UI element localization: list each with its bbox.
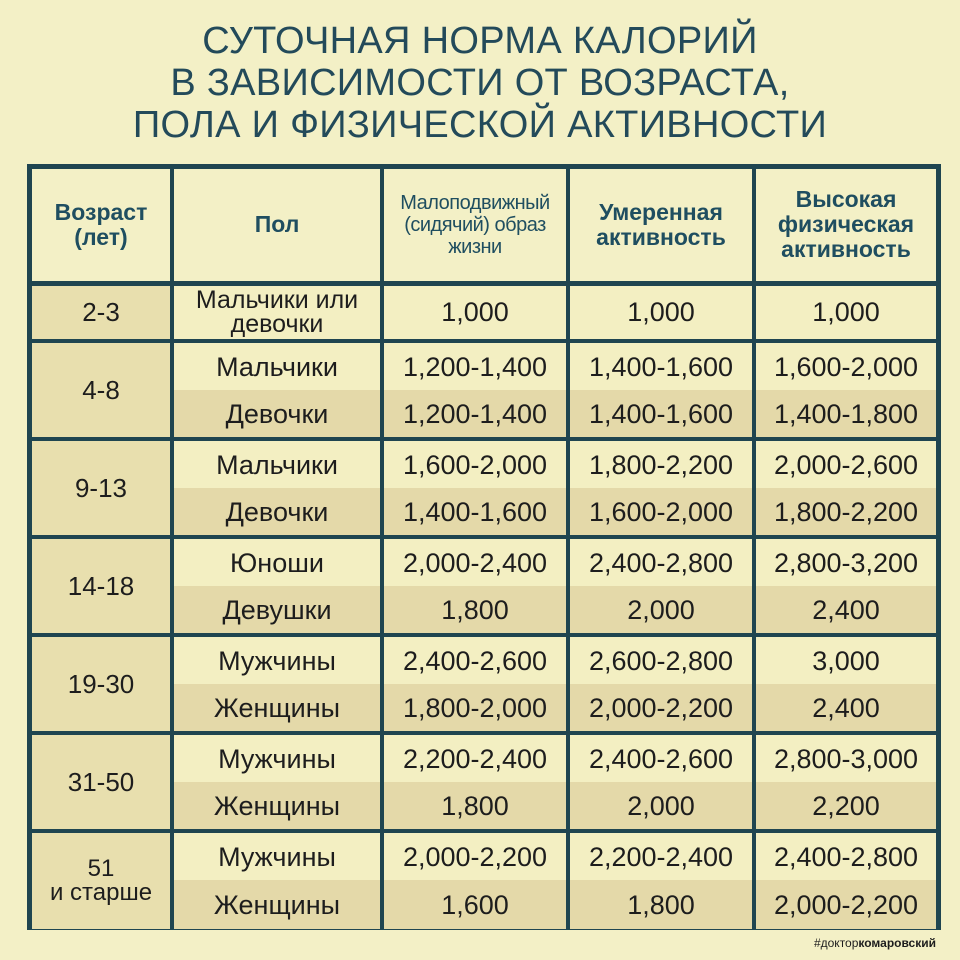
moderate-cell: 2,600-2,800 xyxy=(568,635,754,684)
sedentary-cell: 1,200-1,400 xyxy=(382,341,568,390)
table-row xyxy=(32,635,936,684)
high-activity-cell: 1,400-1,800 xyxy=(754,390,936,439)
high-activity-cell: 2,800-3,000 xyxy=(754,733,936,782)
age-cell: 2-3 xyxy=(32,283,172,341)
sedentary-cell: 1,600 xyxy=(382,880,568,929)
table-row xyxy=(32,439,936,488)
age-cell: 14-18 xyxy=(32,537,172,635)
footer-prefix: #доктор xyxy=(813,936,859,950)
footer-brand: комаровский xyxy=(858,936,936,950)
title-line-1: СУТОЧНАЯ НОРМА КАЛОРИЙ xyxy=(202,20,758,62)
age-cell: 31-50 xyxy=(32,733,172,831)
page-title xyxy=(0,20,960,146)
age-cell: 4-8 xyxy=(32,341,172,439)
sedentary-cell: 1,800 xyxy=(382,586,568,635)
table-row xyxy=(32,733,936,782)
sex-cell: Мальчики xyxy=(172,439,382,488)
moderate-cell: 1,600-2,000 xyxy=(568,488,754,537)
moderate-cell: 1,000 xyxy=(568,283,754,341)
sex-cell: Мужчины xyxy=(172,635,382,684)
moderate-cell: 1,800 xyxy=(568,880,754,929)
sex-cell: Женщины xyxy=(172,782,382,831)
header-sedentary: Малоподвижный (сидячий) образ жизни xyxy=(382,169,568,283)
moderate-cell: 1,800-2,200 xyxy=(568,439,754,488)
high-activity-cell: 2,200 xyxy=(754,782,936,831)
high-activity-cell: 2,800-3,200 xyxy=(754,537,936,586)
title-line-3: ПОЛА И ФИЗИЧЕСКОЙ АКТИВНОСТИ xyxy=(132,104,828,146)
sex-cell: Юноши xyxy=(172,537,382,586)
high-activity-cell: 2,000-2,200 xyxy=(754,880,936,929)
sedentary-cell: 2,000-2,200 xyxy=(382,831,568,880)
moderate-cell: 2,400-2,600 xyxy=(568,733,754,782)
age-cell: 19-30 xyxy=(32,635,172,733)
sedentary-cell: 1,200-1,400 xyxy=(382,390,568,439)
high-activity-cell: 1,600-2,000 xyxy=(754,341,936,390)
high-activity-cell: 1,000 xyxy=(754,283,936,341)
table-row xyxy=(32,283,936,341)
sedentary-cell: 2,200-2,400 xyxy=(382,733,568,782)
footer-hashtag xyxy=(814,936,936,950)
sex-cell: Девочки xyxy=(172,488,382,537)
moderate-cell: 2,000 xyxy=(568,586,754,635)
title-line-2: В ЗАВИСИМОСТИ ОТ ВОЗРАСТА, xyxy=(170,62,790,104)
sex-cell: Мальчики или девочки xyxy=(172,283,382,341)
sex-cell: Девочки xyxy=(172,390,382,439)
sedentary-cell: 2,000-2,400 xyxy=(382,537,568,586)
moderate-cell: 2,000 xyxy=(568,782,754,831)
sex-cell: Женщины xyxy=(172,684,382,733)
header-row xyxy=(32,169,936,283)
sex-cell: Девушки xyxy=(172,586,382,635)
calorie-table xyxy=(27,164,941,930)
high-activity-cell: 2,000-2,600 xyxy=(754,439,936,488)
sex-cell: Мальчики xyxy=(172,341,382,390)
moderate-cell: 2,400-2,800 xyxy=(568,537,754,586)
sedentary-cell: 1,800-2,000 xyxy=(382,684,568,733)
table-body xyxy=(32,283,936,929)
sedentary-cell: 1,800 xyxy=(382,782,568,831)
high-activity-cell: 2,400 xyxy=(754,684,936,733)
header-sex: Пол xyxy=(172,169,382,283)
high-activity-cell: 1,800-2,200 xyxy=(754,488,936,537)
table-row xyxy=(32,341,936,390)
sedentary-cell: 1,000 xyxy=(382,283,568,341)
header-age: Возраст (лет) xyxy=(32,169,172,283)
moderate-cell: 2,200-2,400 xyxy=(568,831,754,880)
header-high: Высокая физическая активность xyxy=(754,169,936,283)
sedentary-cell: 1,600-2,000 xyxy=(382,439,568,488)
high-activity-cell: 3,000 xyxy=(754,635,936,684)
sex-cell: Мужчины xyxy=(172,831,382,880)
age-cell: 9-13 xyxy=(32,439,172,537)
sex-cell: Мужчины xyxy=(172,733,382,782)
age-cell: 51 и старше xyxy=(32,831,172,929)
sex-cell: Женщины xyxy=(172,880,382,929)
high-activity-cell: 2,400-2,800 xyxy=(754,831,936,880)
moderate-cell: 1,400-1,600 xyxy=(568,390,754,439)
header-moderate: Умеренная активность xyxy=(568,169,754,283)
moderate-cell: 2,000-2,200 xyxy=(568,684,754,733)
table-row xyxy=(32,831,936,880)
sedentary-cell: 2,400-2,600 xyxy=(382,635,568,684)
moderate-cell: 1,400-1,600 xyxy=(568,341,754,390)
sedentary-cell: 1,400-1,600 xyxy=(382,488,568,537)
table-row xyxy=(32,537,936,586)
high-activity-cell: 2,400 xyxy=(754,586,936,635)
